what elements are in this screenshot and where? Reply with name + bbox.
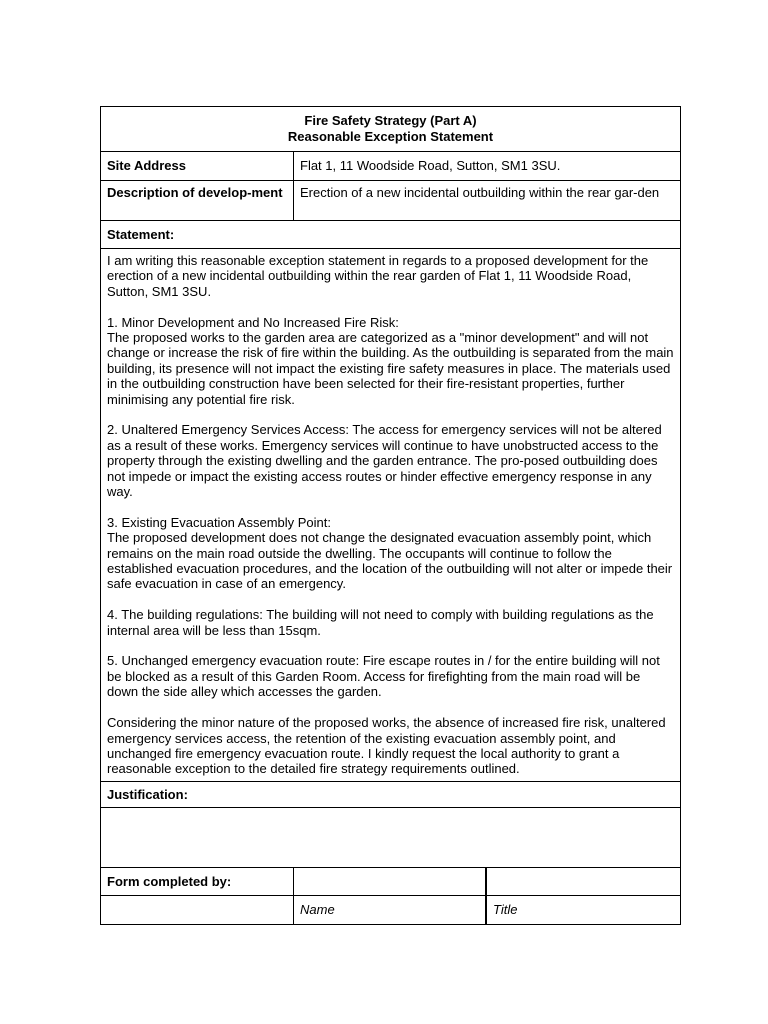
- statement-paragraph-intro: I am writing this reasonable exception statement in regards to a proposed development for the erection of a new incidental outbuilding within the rear garden of Flat 1, 11 Woodside Road, Sutton, SM1 3SU.: [107, 253, 649, 299]
- statement-paragraph-3: The proposed development does not change the designated evacuation assembly point, which remains on the main road outside the dwelling. The occupants will continue to follow the established evacuation procedures, and the location of the outbuilding will not alter or impede their safe evacuation in case of an emergency.: [107, 530, 673, 592]
- justification-label: Justification:: [107, 787, 188, 802]
- statement-heading-1: 1. Minor Development and No Increased Fire Risk:: [107, 314, 399, 330]
- statement-label: Statement:: [107, 227, 175, 242]
- title-caption: Title: [493, 902, 518, 917]
- statement-heading-3: 3. Existing Evacuation Assembly Point:: [107, 514, 332, 530]
- description-label: Description of develop-ment: [101, 181, 294, 220]
- site-address-value: Flat 1, 11 Woodside Road, Sutton, SM1 3SU.: [300, 158, 561, 173]
- statement-paragraph-5: 5. Unchanged emergency evacuation route: Fire escape routes in / for the entire building will not be blocked as a result of this Garden Room. Access for firefighting from the main road will be down the side alley which accesses the garden.: [107, 653, 660, 700]
- justification-label-row: [101, 782, 680, 808]
- completed-by-name-field[interactable]: [294, 868, 487, 895]
- form-title-line2: Reasonable Exception Statement: [287, 129, 494, 144]
- statement-label-row: [101, 221, 680, 249]
- signature-captions-row: [101, 896, 680, 924]
- statement-body: [101, 249, 680, 781]
- completed-by-label: Form completed by:: [101, 868, 294, 895]
- statement-paragraph-conclusion: Considering the minor nature of the proposed works, the absence of increased fire risk, unaltered emergency services access, the retention of the existing evacuation assembly point, and unchanged fire emergency evacuation route. I kindly request the local authority to grant a reasonable exception to the detailed fire strategy requirements outlined.: [107, 715, 666, 777]
- fire-safety-form: [100, 106, 681, 925]
- description-value: Erection of a new incidental outbuilding within the rear gar-den: [300, 185, 660, 200]
- form-title-line1: Fire Safety Strategy (Part A): [304, 113, 477, 128]
- justification-body-row: [101, 808, 680, 868]
- completed-by-row: [101, 868, 680, 896]
- statement-body-row: [101, 249, 680, 782]
- description-row: [101, 181, 680, 221]
- signature-empty-cell: [101, 896, 294, 924]
- statement-paragraph-1: The proposed works to the garden area are categorized as a "minor development" and will not change or increase the risk of fire within the building. As the outbuilding is separated from the main building, its presence will not impact the existing fire safety measures in place. The materials used in the outbuilding construction have been selected for their fire-resistant properties, further minimising any potential fire risk.: [107, 330, 674, 407]
- site-address-label: Site Address: [101, 152, 294, 180]
- justification-field[interactable]: [101, 808, 680, 867]
- name-caption: Name: [294, 896, 487, 924]
- statement-paragraph-2: 2. Unaltered Emergency Services Access: The access for emergency services will not be altered as a result of these works. Emergency services will continue to have unobstructed access to the property through the existing dwelling and the garden entrance. The pro-posed outbuilding does not impede or impact the existing access routes or hinder effective emergency response in any way.: [107, 422, 662, 500]
- statement-paragraph-4: 4. The building regulations: The building will not need to comply with building regulations as the internal area will be less than 15sqm.: [107, 607, 654, 638]
- completed-by-title-field[interactable]: [487, 868, 680, 895]
- form-title: [101, 107, 680, 152]
- site-address-row: [101, 152, 680, 181]
